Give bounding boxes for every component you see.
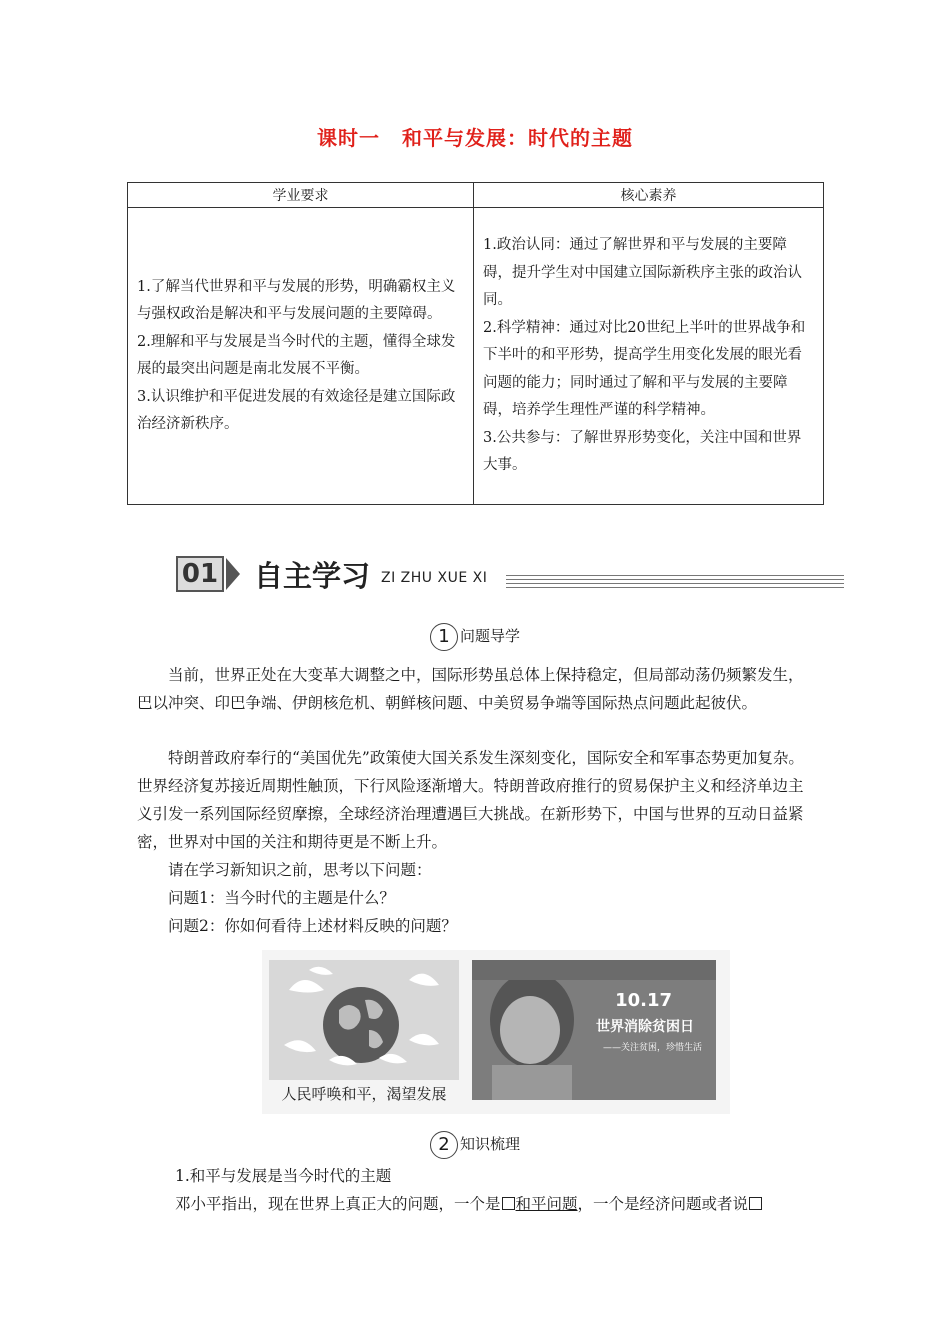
illustration [262, 950, 730, 1114]
banner-label: 自主学习 [254, 559, 371, 593]
knowledge-heading: 1.和平与发展是当今时代的主题 [175, 1167, 392, 1185]
circled-number-icon: 2 [430, 1131, 458, 1159]
poverty-day-poster [472, 960, 716, 1100]
page-title: 课时一 和平与发展：时代的主题 [317, 126, 633, 150]
question: 问题2：你如何看待上述材料反映的问题？ [168, 917, 457, 935]
figure-caption: 人民呼唤和平，渴望发展 [281, 1085, 447, 1103]
section-heading-knowledge: 2 知识梳理 [0, 1131, 950, 1159]
table-header: 学业要求 [128, 183, 474, 208]
paragraph: 请在学习新知识之前，思考以下问题： [168, 861, 432, 879]
table-header: 核心素养 [474, 183, 824, 208]
knowledge-text: 邓小平指出，现在世界上真正大的问题，一个是 和平问题，一个是经济问题或者说 [175, 1190, 835, 1218]
core-literacy-cell: 1.政治认同：通过了解世界和平与发展的主要障碍，提升学生对中国建立国际新秩序主张的政治认同。 2.科学精神：通过对比20世纪上半叶的世界战争和下半叶的和平形势，提高学生用变化发展的眼光看问题的能力；同时通过了解和平与发展的主要障碍，培养学生理性严谨的科学精神。 3.公共参与：了解世界形势变化，关注中国和世界大事。 [474, 208, 824, 505]
circled-number-icon: 1 [430, 623, 458, 651]
answer-blank: 和平问题 [501, 1195, 578, 1213]
banner-number: 01 [176, 556, 224, 592]
paragraph: 当前，世界正处在大变革大调整之中，国际形势虽总体上保持稳定，但局部动荡仍频繁发生，巴以冲突、印巴争端、伊朗核危机、朝鲜核问题、中美贸易争端等国际热点问题此起彼伏。 [137, 666, 804, 712]
academic-requirements-cell: 1.了解当代世界和平与发展的形势，明确霸权主义与强权政治是解决和平与发展问题的主要障碍。 2.理解和平与发展是当今时代的主题，懂得全球发展的最突出问题是南北发展不平衡。 3.认识维护和平促进发展的有效途径是建立国际政治经济新秩序。 [128, 208, 474, 505]
poster-subtitle: ——关注贫困，珍惜生活 [602, 1043, 702, 1053]
question: 问题1：当今时代的主题是什么？ [168, 889, 395, 907]
poster-date: 10.17 [615, 990, 672, 1011]
section-banner [176, 556, 844, 596]
section-heading-guided-questions: 1 问题导学 [0, 623, 950, 651]
slash-decoration [226, 558, 240, 590]
blank-box-icon [749, 1197, 762, 1210]
peace-doves-image [269, 960, 459, 1080]
paragraph: 特朗普政府奉行的“美国优先”政策使大国关系发生深刻变化，国际安全和军事态势更加复杂。世界经济复苏接近周期性触顶，下行风险逐渐增大。特朗普政府推行的贸易保护主义和经济单边主义引发一系列国际经贸摩擦，全球经济治理遭遇巨大挑战。在新形势下，中国与世界的互动日益紧密，世界对中国的关注和期待更是不断上升。 [137, 749, 804, 851]
poster-title: 世界消除贫困日 [596, 1019, 694, 1035]
requirements-table [127, 182, 824, 505]
blank-box-icon [502, 1197, 515, 1210]
banner-pinyin: ZI ZHU XUE XI [381, 570, 488, 586]
decorative-lines [506, 575, 844, 589]
